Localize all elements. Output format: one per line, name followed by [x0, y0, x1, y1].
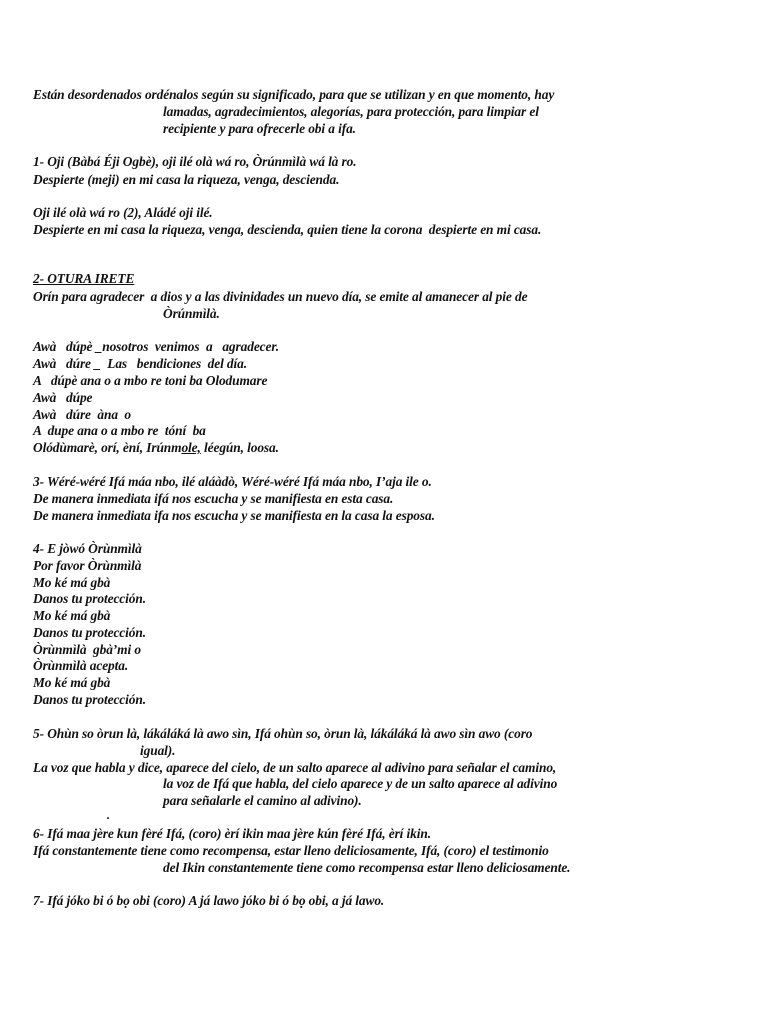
- section-1-line-2: Despierte (meji) en mi casa la riqueza, venga, descienda.: [33, 172, 340, 187]
- section-4-line-6: Danos tu protección.: [33, 625, 146, 640]
- section-4-line-7: Òrùnmìlà gbà’mi o: [33, 642, 141, 657]
- section-3-line-2: De manera inmediata ifá nos escucha y se manifiesta en esta casa.: [33, 491, 394, 506]
- section-5-line-1: 5- Ohùn so òrun là, lákáláká là awo sìn, Ifá ohùn so, òrun là, lákáláká là awo sìn awo (coro: [33, 726, 533, 741]
- section-4-line-1: 4- E jòwó Òrùnmìlà: [33, 541, 142, 556]
- section-4-line-8: Òrùnmìlà acepta.: [33, 658, 129, 673]
- intro-line-2: lamadas, agradecimientos, alegorías, para protección, para limpiar el: [163, 104, 539, 119]
- section-5-line-5: para señalarle el camino al adivino).: [163, 793, 362, 808]
- section-2-line-3: Awà dúpè _nosotros venimos a agradecer.: [33, 339, 279, 354]
- section-5-line-2: igual).: [140, 743, 176, 758]
- section-1-line-3: Oji ilé olà wá ro (2), Aládé oji ilé.: [33, 205, 213, 220]
- section-4-line-4: Danos tu protección.: [33, 591, 146, 606]
- intro-line-3: recipiente y para ofrecerle obi a ifa.: [163, 121, 356, 136]
- section-2-line-2: Òrúnmìlà.: [163, 306, 220, 321]
- section-2-line-9: [33, 439, 279, 456]
- section-7-line-1: 7- Ifá jóko bi ó bọ obi (coro) A já lawo jóko bi ó bọ obi, a já lawo.: [33, 893, 385, 908]
- section-4-line-2: Por favor Òrùnmìlà: [33, 558, 142, 573]
- section-4-line-5: Mo ké má gbà: [33, 608, 111, 623]
- section-3-line-1: 3- Wéré-wéré Ifá máa nbo, ilé aláàdò, Wéré-wéré Ifá máa nbo, I’aja ile o.: [33, 474, 432, 489]
- section-5-line-3: La voz que habla y dice, aparece del cielo, de un salto aparece al adivino para señalar el camino,: [33, 760, 557, 775]
- section-4-line-9: Mo ké má gbà: [33, 675, 111, 690]
- section-2-line-8: A dupe ana o a mbo re tóní ba: [33, 423, 206, 438]
- section-1-line-1: 1- Oji (Bàbá Éji Ogbè), oji ilé olà wá ro, Òrúnmìlà wá là ro.: [33, 154, 357, 169]
- section-5-line-4: la voz de Ifá que habla, del cielo aparece y de un salto aparece al adivino: [163, 776, 558, 791]
- line-9-underlined: ole,: [181, 440, 201, 455]
- section-6-line-1: 6- Ifá maa jère kun fèré Ifá, (coro) èrí ikin maa jère kún fèré Ifá, èrí ikin.: [33, 826, 431, 841]
- line-9-start: Olódùmarè, orí, èní, Irúnm: [33, 440, 182, 455]
- section-6-line-2: Ifá constantemente tiene como recompensa, estar lleno deliciosamente, Ifá, (coro) el testimonio: [33, 843, 549, 858]
- section-2-heading: 2- OTURA IRETE: [33, 271, 135, 286]
- line-9-end: léegún, loosa.: [200, 440, 279, 455]
- section-2-line-6: Awà dúpe: [33, 390, 93, 405]
- section-2-line-4: Awà dúre _ Las bendiciones del día.: [33, 356, 247, 371]
- intro-line-1: Están desordenados ordénalos según su significado, para que se utilizan y en que momento, hay: [33, 87, 555, 102]
- section-2-line-5: A dúpè ana o a mbo re toni ba Olodumare: [33, 373, 268, 388]
- section-4-line-3: Mo ké má gbà: [33, 575, 111, 590]
- section-3-line-3: De manera inmediata ifa nos escucha y se manifiesta en la casa la esposa.: [33, 508, 435, 523]
- section-1-line-4: Despierte en mi casa la riqueza, venga, descienda, quien tiene la corona despierte en mi casa.: [33, 222, 542, 237]
- section-4-line-10: Danos tu protección.: [33, 692, 146, 707]
- section-2-line-7: Awà dúre àna o: [33, 407, 132, 422]
- section-6-line-3: del Ikin constantemente tiene como recompensa estar lleno deliciosamente.: [163, 860, 571, 875]
- stray-dot: .: [107, 808, 110, 822]
- section-2-line-1: Orín para agradecer a dios y a las divinidades un nuevo día, se emite al amanecer al pie de: [33, 289, 528, 304]
